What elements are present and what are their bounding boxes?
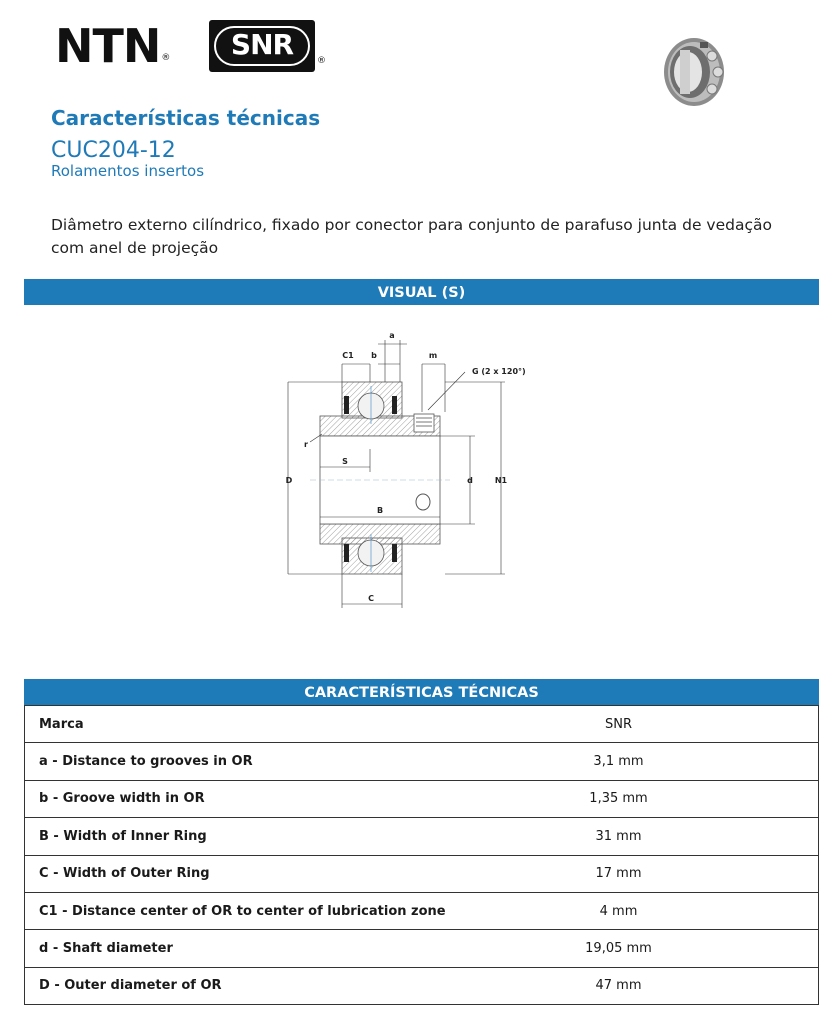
dim-label-r: r bbox=[304, 440, 308, 449]
bearing-thumbnail-image bbox=[652, 32, 732, 112]
spec-value: SNR bbox=[419, 706, 819, 743]
spec-value: 17 mm bbox=[419, 855, 819, 892]
dim-label-b: b bbox=[371, 351, 377, 360]
dim-label-big-b: B bbox=[376, 506, 384, 515]
product-description: Diâmetro externo cilíndrico, fixado por conector para conjunto de parafuso junta de vedação com anel de projeção bbox=[51, 216, 772, 257]
spec-value: 4 mm bbox=[419, 892, 819, 929]
spec-label: d - Shaft diameter bbox=[25, 930, 420, 967]
specs-section-header: CARACTERÍSTICAS TÉCNICAS bbox=[24, 679, 819, 705]
dim-label-g: G (2 x 120°) bbox=[472, 367, 526, 376]
spec-value: 47 mm bbox=[419, 967, 819, 1004]
product-category: Rolamentos insertos bbox=[51, 162, 205, 180]
table-row bbox=[25, 780, 819, 817]
page-title: Características técnicas bbox=[51, 106, 321, 130]
ntn-logo: NTN® bbox=[55, 19, 170, 73]
spec-value: 31 mm bbox=[419, 818, 819, 855]
spec-value: 1,35 mm bbox=[419, 780, 819, 817]
spec-label: a - Distance to grooves in OR bbox=[25, 743, 420, 780]
dim-label-c1: C1 bbox=[342, 351, 354, 360]
spec-label: C1 - Distance center of OR to center of lubrication zone bbox=[25, 892, 420, 929]
table-row bbox=[25, 892, 819, 929]
spec-value: 3,1 mm bbox=[419, 743, 819, 780]
spec-label: D - Outer diameter of OR bbox=[25, 967, 420, 1004]
table-row bbox=[25, 818, 819, 855]
technical-drawing bbox=[270, 324, 550, 614]
snr-logo bbox=[209, 20, 315, 72]
dim-label-big-d: D bbox=[285, 476, 293, 485]
specs-table bbox=[24, 705, 819, 1005]
dim-label-a: a bbox=[389, 331, 395, 340]
table-row bbox=[25, 930, 819, 967]
table-row bbox=[25, 743, 819, 780]
registered-mark: ® bbox=[317, 56, 326, 66]
spec-label: C - Width of Outer Ring bbox=[25, 855, 420, 892]
spec-value: 19,05 mm bbox=[419, 930, 819, 967]
product-reference: CUC204-12 bbox=[51, 138, 176, 163]
spec-label: Marca bbox=[25, 706, 420, 743]
spec-label: b - Groove width in OR bbox=[25, 780, 420, 817]
dim-label-s: S bbox=[342, 457, 348, 466]
spec-label: B - Width of Inner Ring bbox=[25, 818, 420, 855]
dim-label-big-c: C bbox=[368, 594, 374, 603]
table-row bbox=[25, 706, 819, 743]
dim-label-n1: N1 bbox=[494, 476, 508, 485]
table-row bbox=[25, 967, 819, 1004]
snr-logo-text: SNR bbox=[214, 26, 310, 66]
dim-label-small-d: d bbox=[467, 476, 473, 485]
visual-section-header: VISUAL (S) bbox=[24, 279, 819, 305]
table-row bbox=[25, 855, 819, 892]
dim-label-m: m bbox=[428, 351, 438, 360]
